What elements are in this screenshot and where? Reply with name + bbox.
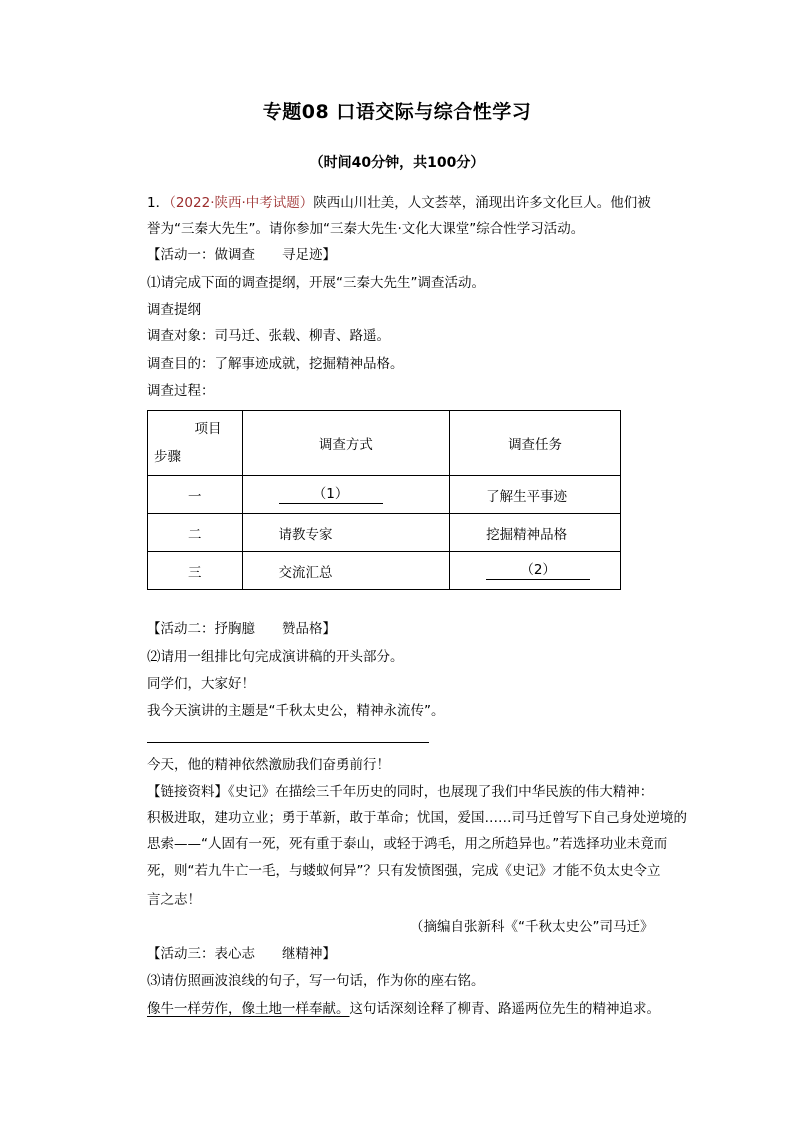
method-cell: 请教专家 [242,514,450,552]
link-material-line2: 积极进取，建功立业；勇于革新，敢于革命；忧国，爱国……司马迁曾写下自己身处逆境的 [147,810,687,826]
speech-ending: 今天，他的精神依然激励我们奋勇前行！ [147,757,390,773]
outline-purpose: 调查目的：了解事迹成就，挖掘精神品格。 [147,356,404,372]
task-cell: 挖掘精神品格 [450,514,621,552]
link-material-line4: 死，则“若九牛亡一毛，与蝼蚁何异”？只有发愤图强，完成《史记》才能不负太史令立 [147,863,661,879]
speech-topic: 我今天演讲的主题是“千秋太史公，精神永流传”。 [147,703,445,719]
subquestion-3-example [147,999,660,1019]
outline-targets: 调查对象：司马迁、张载、柳青、路遥。 [147,328,390,344]
table-row [148,552,621,590]
column-header-method: 调查方式 [242,411,450,476]
example-rest: 这句话深刻诠释了柳青、路遥两位先生的精神追求。 [349,1001,660,1017]
step-cell: 三 [148,552,243,590]
column-header-task: 调查任务 [450,411,621,476]
question-number: 1． [147,195,170,211]
method-cell: 交流汇总 [242,552,450,590]
link-material-line1: 【链接资料】《史记》在描绘三千年历史的同时，也展现了我们中华民族的伟大精神： [147,784,654,800]
question-source: （2022·陕西·中考试题） [169,195,314,211]
task-cell [450,552,621,590]
page-title: 专题08 口语交际与综合性学习 [262,101,532,123]
activity-2-heading: 【活动二：抒胸臆 赞品格】 [147,621,336,637]
answer-line[interactable] [147,742,429,743]
subquestion-1-prompt: ⑴请完成下面的调查提纲，开展“三秦大先生”调查活动。 [147,275,485,291]
time-and-score: （时间40分钟，共100分） [309,155,485,171]
outline-process: 调查过程： [147,383,215,399]
activity-3-heading: 【活动三：表心志 继精神】 [147,946,336,962]
link-material-line3: 思索——“人固有一死，死有重于泰山，或轻于鸿毛，用之所趋异也。”若选择功业未竟而 [147,836,668,852]
table-header-row [148,411,621,476]
answer-blank-1[interactable]: （1） [279,485,383,504]
table-row [148,514,621,552]
corner-label-item: 项目 [194,421,222,437]
table-row [148,476,621,514]
wavy-underlined-sentence: 像牛一样劳作，像土地一样奉献。 [147,1001,350,1017]
survey-table [147,410,621,590]
task-cell: 了解生平事迹 [450,476,621,514]
link-material-line5: 言之志！ [147,892,201,908]
corner-label-step: 步骤 [154,449,181,465]
outline-title: 调查提纲 [147,302,201,318]
question-1-intro-line2: 誉为“三秦大先生”。请你参加“三秦大先生·文化大课堂”综合性学习活动。 [147,221,585,237]
subquestion-3-prompt: ⑶请仿照画波浪线的句子，写一句话，作为你的座右铭。 [147,973,485,989]
step-cell: 二 [148,514,243,552]
speech-greeting: 同学们，大家好！ [147,676,255,692]
intro-text: 陕西山川壮美，人文荟萃，涌现出许多文化巨人。他们被 [313,195,651,211]
activity-1-heading: 【活动一：做调查 寻足迹】 [147,247,336,263]
question-1-intro-line1 [147,193,651,213]
table-corner-cell [148,411,243,476]
answer-blank-2[interactable]: （2） [486,561,590,580]
method-cell [242,476,450,514]
step-cell: 一 [148,476,243,514]
link-citation: （摘编自张新科《“千秋太史公”司马迁》 [410,919,654,935]
subquestion-2-prompt: ⑵请用一组排比句完成演讲稿的开头部分。 [147,649,404,665]
